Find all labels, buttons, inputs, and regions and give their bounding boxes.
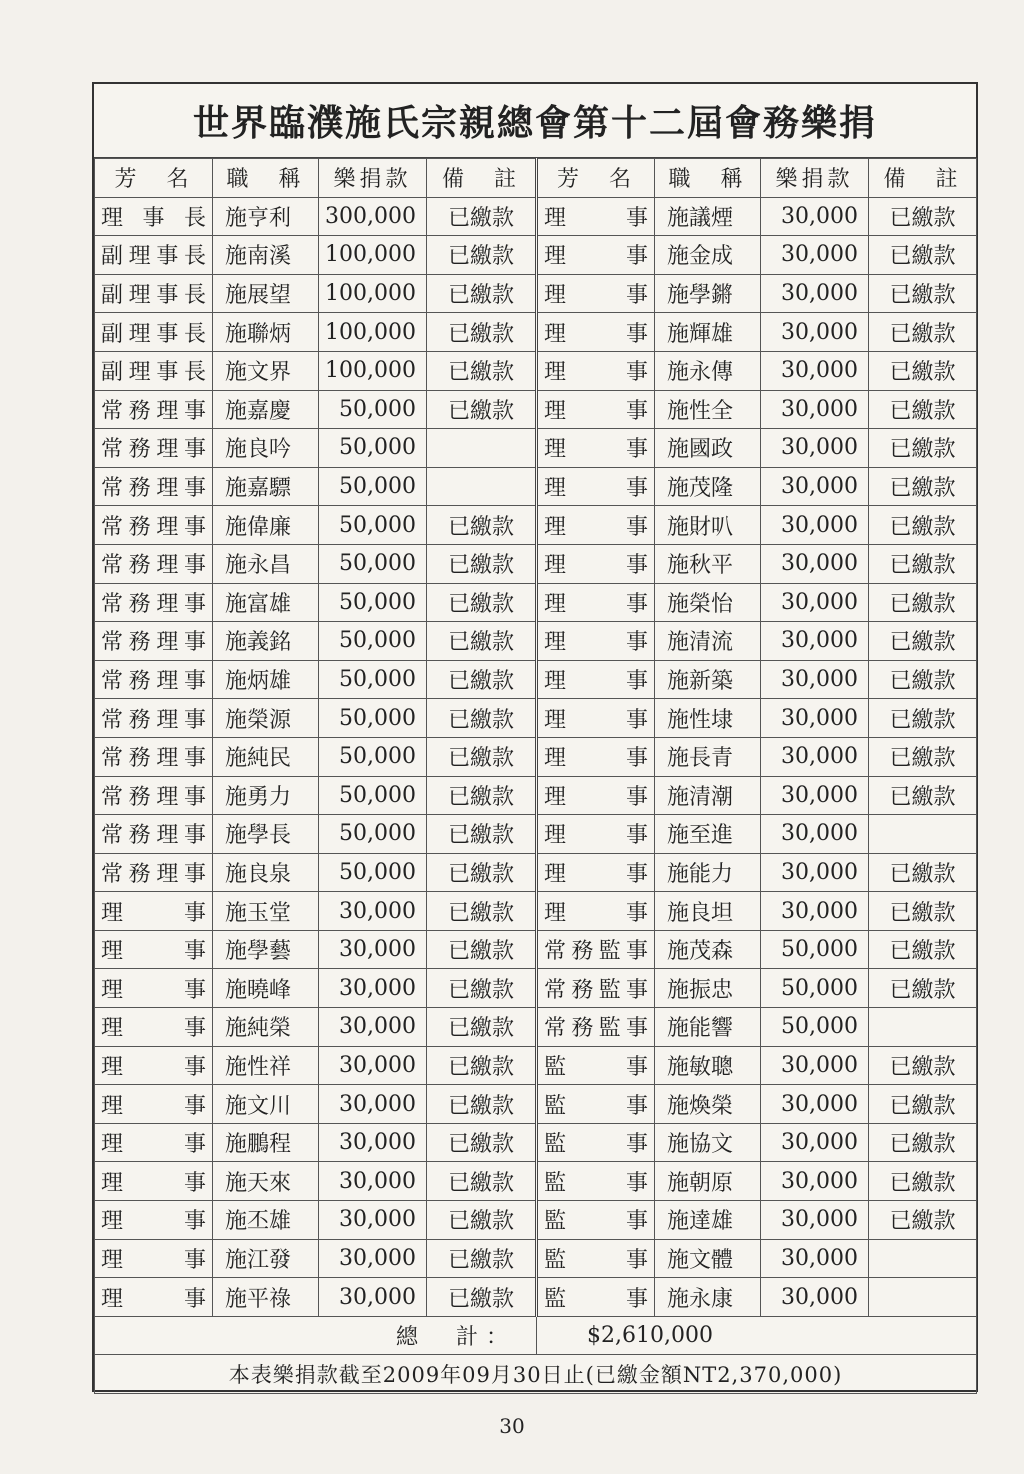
person-title-cell: 監事 — [537, 1123, 655, 1162]
person-name-cell: 施清潮 — [655, 776, 761, 815]
person-title-cell: 理事 — [537, 776, 655, 815]
amount-cell: 30,000 — [319, 1201, 427, 1240]
amount-cell: 100,000 — [319, 274, 427, 313]
person-name-cell: 施玉堂 — [213, 892, 319, 931]
person-title-cell: 監事 — [537, 1046, 655, 1085]
amount-cell: 30,000 — [761, 544, 869, 583]
donation-rows — [95, 197, 977, 1316]
person-name-cell: 施敏聰 — [655, 1046, 761, 1085]
note-cell: 已繳款 — [427, 1201, 537, 1240]
amount-cell: 30,000 — [319, 1085, 427, 1124]
table-row — [95, 429, 977, 468]
amount-cell: 50,000 — [319, 390, 427, 429]
note-cell: 已繳款 — [427, 699, 537, 738]
person-name-cell: 施新築 — [655, 660, 761, 699]
person-title-cell: 理事 — [537, 313, 655, 352]
person-name-cell: 施清流 — [655, 622, 761, 661]
amount-cell: 30,000 — [319, 1046, 427, 1085]
note-cell: 已繳款 — [869, 1046, 977, 1085]
person-title-cell: 理事 — [95, 1046, 213, 1085]
person-title-cell: 常務理事 — [95, 776, 213, 815]
amount-cell: 50,000 — [761, 969, 869, 1008]
person-name-cell: 施榮怡 — [655, 583, 761, 622]
note-cell: 已繳款 — [427, 1085, 537, 1124]
person-name-cell: 施性埭 — [655, 699, 761, 738]
amount-cell: 30,000 — [761, 1201, 869, 1240]
table-row — [95, 969, 977, 1008]
person-name-cell: 施文體 — [655, 1239, 761, 1278]
note-cell: 已繳款 — [427, 390, 537, 429]
person-name-cell: 施輝雄 — [655, 313, 761, 352]
note-cell: 已繳款 — [427, 737, 537, 776]
amount-cell: 50,000 — [319, 815, 427, 854]
amount-cell: 30,000 — [761, 236, 869, 275]
person-title-cell: 監事 — [537, 1239, 655, 1278]
person-name-cell: 施茂森 — [655, 930, 761, 969]
footer-row — [95, 1355, 977, 1394]
person-name-cell: 施丕雄 — [213, 1201, 319, 1240]
person-title-cell: 理事 — [537, 390, 655, 429]
person-name-cell: 施文川 — [213, 1085, 319, 1124]
person-name-cell: 施學藝 — [213, 930, 319, 969]
note-cell: 已繳款 — [427, 351, 537, 390]
amount-cell: 100,000 — [319, 236, 427, 275]
note-cell: 已繳款 — [427, 622, 537, 661]
person-title-cell: 常務理事 — [95, 583, 213, 622]
amount-cell: 30,000 — [319, 1239, 427, 1278]
amount-cell: 50,000 — [319, 699, 427, 738]
note-cell: 已繳款 — [869, 699, 977, 738]
note-cell: 已繳款 — [427, 1239, 537, 1278]
person-name-cell: 施學長 — [213, 815, 319, 854]
header-name: 芳 名 — [537, 159, 655, 198]
person-title-cell: 常務理事 — [95, 622, 213, 661]
person-name-cell: 施金成 — [655, 236, 761, 275]
person-name-cell: 施純榮 — [213, 1008, 319, 1047]
header-note: 備 註 — [869, 159, 977, 198]
table-row — [95, 1046, 977, 1085]
amount-cell: 30,000 — [761, 313, 869, 352]
amount-cell: 30,000 — [761, 1085, 869, 1124]
note-cell: 已繳款 — [427, 776, 537, 815]
table-row — [95, 1085, 977, 1124]
note-cell: 已繳款 — [427, 1278, 537, 1317]
note-cell: 已繳款 — [427, 1162, 537, 1201]
person-name-cell: 施永傳 — [655, 351, 761, 390]
table-row — [95, 351, 977, 390]
person-name-cell: 施義銘 — [213, 622, 319, 661]
note-cell — [869, 1008, 977, 1047]
person-title-cell: 監事 — [537, 1085, 655, 1124]
person-name-cell: 施能響 — [655, 1008, 761, 1047]
table-row — [95, 622, 977, 661]
donation-sheet — [92, 82, 978, 1392]
person-title-cell: 理事 — [537, 699, 655, 738]
person-name-cell: 施永康 — [655, 1278, 761, 1317]
amount-cell: 300,000 — [319, 197, 427, 236]
amount-cell: 30,000 — [319, 1123, 427, 1162]
person-title-cell: 理事 — [95, 1278, 213, 1317]
amount-cell: 30,000 — [761, 467, 869, 506]
total-label: 總 計： — [95, 1316, 537, 1355]
note-cell — [427, 467, 537, 506]
person-title-cell: 常務理事 — [95, 737, 213, 776]
note-cell: 已繳款 — [869, 737, 977, 776]
person-title-cell: 理事 — [537, 737, 655, 776]
person-name-cell: 施長青 — [655, 737, 761, 776]
amount-cell: 30,000 — [761, 1278, 869, 1317]
person-title-cell: 理事 — [537, 815, 655, 854]
person-name-cell: 施國政 — [655, 429, 761, 468]
table-row — [95, 236, 977, 275]
amount-cell: 30,000 — [761, 622, 869, 661]
amount-cell: 50,000 — [319, 544, 427, 583]
person-name-cell: 施炳雄 — [213, 660, 319, 699]
person-title-cell: 常務理事 — [95, 506, 213, 545]
note-cell: 已繳款 — [427, 969, 537, 1008]
note-cell: 已繳款 — [427, 544, 537, 583]
amount-cell: 50,000 — [319, 583, 427, 622]
person-title-cell: 理事 — [95, 930, 213, 969]
header-amount: 樂捐款 — [319, 159, 427, 198]
amount-cell: 50,000 — [319, 737, 427, 776]
person-title-cell: 常務理事 — [95, 660, 213, 699]
note-cell: 已繳款 — [427, 930, 537, 969]
person-title-cell: 常務理事 — [95, 544, 213, 583]
amount-cell: 30,000 — [319, 1278, 427, 1317]
amount-cell: 30,000 — [761, 390, 869, 429]
table-row — [95, 583, 977, 622]
table-row — [95, 699, 977, 738]
person-title-cell: 副理事長 — [95, 274, 213, 313]
person-name-cell: 施議煙 — [655, 197, 761, 236]
person-title-cell: 理事 — [537, 583, 655, 622]
header-note: 備 註 — [427, 159, 537, 198]
person-name-cell: 施學鏘 — [655, 274, 761, 313]
note-cell: 已繳款 — [427, 815, 537, 854]
person-name-cell: 施嘉慶 — [213, 390, 319, 429]
person-name-cell: 施至進 — [655, 815, 761, 854]
amount-cell: 50,000 — [319, 467, 427, 506]
person-title-cell: 理事 — [537, 622, 655, 661]
page-number: 30 — [499, 1414, 525, 1438]
note-cell: 已繳款 — [427, 1008, 537, 1047]
note-cell: 已繳款 — [869, 429, 977, 468]
note-cell — [869, 1278, 977, 1317]
note-cell: 已繳款 — [869, 622, 977, 661]
amount-cell: 30,000 — [761, 1239, 869, 1278]
amount-cell: 30,000 — [761, 351, 869, 390]
person-title-cell: 常務理事 — [95, 467, 213, 506]
person-name-cell: 施聯炳 — [213, 313, 319, 352]
table-row — [95, 506, 977, 545]
amount-cell: 100,000 — [319, 351, 427, 390]
table-row — [95, 776, 977, 815]
amount-cell: 50,000 — [761, 930, 869, 969]
amount-cell: 30,000 — [761, 699, 869, 738]
note-cell: 已繳款 — [869, 853, 977, 892]
person-title-cell: 常務理事 — [95, 699, 213, 738]
amount-cell: 30,000 — [761, 274, 869, 313]
amount-cell: 30,000 — [319, 969, 427, 1008]
amount-cell: 30,000 — [761, 1162, 869, 1201]
note-cell: 已繳款 — [427, 583, 537, 622]
note-cell: 已繳款 — [869, 197, 977, 236]
person-title-cell: 監事 — [537, 1162, 655, 1201]
person-title-cell: 理事 — [537, 544, 655, 583]
table-row — [95, 660, 977, 699]
person-name-cell: 施茂隆 — [655, 467, 761, 506]
person-name-cell: 施朝原 — [655, 1162, 761, 1201]
table-row — [95, 930, 977, 969]
person-title-cell: 常務監事 — [537, 1008, 655, 1047]
person-title-cell: 副理事長 — [95, 236, 213, 275]
note-cell: 已繳款 — [427, 506, 537, 545]
amount-cell: 30,000 — [761, 197, 869, 236]
amount-cell: 30,000 — [761, 776, 869, 815]
amount-cell: 50,000 — [319, 622, 427, 661]
table-row — [95, 853, 977, 892]
table-row — [95, 467, 977, 506]
person-name-cell: 施良泉 — [213, 853, 319, 892]
note-cell: 已繳款 — [869, 351, 977, 390]
person-title-cell: 監事 — [537, 1201, 655, 1240]
amount-cell: 30,000 — [761, 737, 869, 776]
person-name-cell: 施富雄 — [213, 583, 319, 622]
note-cell: 已繳款 — [869, 776, 977, 815]
amount-cell: 30,000 — [761, 583, 869, 622]
note-cell — [427, 429, 537, 468]
amount-cell: 30,000 — [761, 853, 869, 892]
person-name-cell: 施鵬程 — [213, 1123, 319, 1162]
table-row — [95, 1123, 977, 1162]
person-title-cell: 監事 — [537, 1278, 655, 1317]
person-title-cell: 理事 — [537, 351, 655, 390]
header-title: 職 稱 — [213, 159, 319, 198]
person-title-cell: 常務理事 — [95, 815, 213, 854]
person-title-cell: 理事 — [537, 467, 655, 506]
person-name-cell: 施亨利 — [213, 197, 319, 236]
person-title-cell: 理事 — [95, 969, 213, 1008]
person-title-cell: 常務理事 — [95, 853, 213, 892]
amount-cell: 50,000 — [319, 660, 427, 699]
person-name-cell: 施文界 — [213, 351, 319, 390]
person-name-cell: 施南溪 — [213, 236, 319, 275]
amount-cell: 30,000 — [761, 815, 869, 854]
person-title-cell: 理事 — [537, 892, 655, 931]
note-cell: 已繳款 — [869, 274, 977, 313]
note-cell: 已繳款 — [869, 467, 977, 506]
amount-cell: 30,000 — [761, 892, 869, 931]
amount-cell: 30,000 — [761, 660, 869, 699]
person-name-cell: 施純民 — [213, 737, 319, 776]
person-name-cell: 施振忠 — [655, 969, 761, 1008]
person-title-cell: 理事 — [537, 274, 655, 313]
amount-cell: 50,000 — [319, 853, 427, 892]
note-cell: 已繳款 — [427, 236, 537, 275]
amount-cell: 30,000 — [761, 429, 869, 468]
amount-cell: 30,000 — [319, 930, 427, 969]
table-row — [95, 892, 977, 931]
person-name-cell: 施性全 — [655, 390, 761, 429]
person-title-cell: 理事 — [95, 1162, 213, 1201]
note-cell: 已繳款 — [869, 1123, 977, 1162]
note-cell: 已繳款 — [869, 544, 977, 583]
person-title-cell: 理事 — [95, 1008, 213, 1047]
person-title-cell: 理事 — [537, 660, 655, 699]
note-cell: 已繳款 — [427, 1123, 537, 1162]
person-title-cell: 理事 — [95, 1239, 213, 1278]
note-cell: 已繳款 — [427, 892, 537, 931]
person-name-cell: 施嘉驃 — [213, 467, 319, 506]
note-cell: 已繳款 — [869, 583, 977, 622]
note-cell: 已繳款 — [427, 1046, 537, 1085]
person-name-cell: 施煥榮 — [655, 1085, 761, 1124]
note-cell — [869, 815, 977, 854]
person-name-cell: 施展望 — [213, 274, 319, 313]
note-cell: 已繳款 — [869, 1162, 977, 1201]
note-cell: 已繳款 — [427, 274, 537, 313]
person-title-cell: 理事 — [537, 506, 655, 545]
note-cell: 已繳款 — [427, 853, 537, 892]
amount-cell: 50,000 — [319, 776, 427, 815]
person-name-cell: 施秋平 — [655, 544, 761, 583]
header-title: 職 稱 — [655, 159, 761, 198]
table-row — [95, 815, 977, 854]
note-cell: 已繳款 — [869, 892, 977, 931]
person-title-cell: 常務理事 — [95, 429, 213, 468]
person-name-cell: 施勇力 — [213, 776, 319, 815]
table-row — [95, 313, 977, 352]
person-title-cell: 副理事長 — [95, 351, 213, 390]
person-title-cell: 理事 — [95, 1085, 213, 1124]
total-row — [95, 1316, 977, 1355]
table-row — [95, 1162, 977, 1201]
person-title-cell: 理事長 — [95, 197, 213, 236]
amount-cell: 30,000 — [319, 1162, 427, 1201]
person-name-cell: 施性祥 — [213, 1046, 319, 1085]
note-cell: 已繳款 — [427, 313, 537, 352]
amount-cell: 50,000 — [319, 506, 427, 545]
person-title-cell: 理事 — [95, 1123, 213, 1162]
note-cell — [869, 1239, 977, 1278]
note-cell: 已繳款 — [869, 1085, 977, 1124]
person-name-cell: 施永昌 — [213, 544, 319, 583]
table-row — [95, 1239, 977, 1278]
person-name-cell: 施偉廉 — [213, 506, 319, 545]
amount-cell: 30,000 — [319, 892, 427, 931]
note-cell: 已繳款 — [869, 506, 977, 545]
header-amount: 樂捐款 — [761, 159, 869, 198]
table-row — [95, 390, 977, 429]
amount-cell: 50,000 — [761, 1008, 869, 1047]
person-title-cell: 副理事長 — [95, 313, 213, 352]
person-title-cell: 常務理事 — [95, 390, 213, 429]
person-name-cell: 施達雄 — [655, 1201, 761, 1240]
person-name-cell: 施榮源 — [213, 699, 319, 738]
amount-cell: 100,000 — [319, 313, 427, 352]
amount-cell: 30,000 — [761, 1046, 869, 1085]
table-row — [95, 1278, 977, 1317]
person-name-cell: 施能力 — [655, 853, 761, 892]
person-name-cell: 施平祿 — [213, 1278, 319, 1317]
person-title-cell: 理事 — [537, 429, 655, 468]
note-cell: 已繳款 — [427, 197, 537, 236]
table-row — [95, 544, 977, 583]
person-name-cell: 施良吟 — [213, 429, 319, 468]
person-name-cell: 施財叭 — [655, 506, 761, 545]
person-title-cell: 常務監事 — [537, 930, 655, 969]
person-title-cell: 理事 — [537, 236, 655, 275]
table-row — [95, 274, 977, 313]
total-value: $2,610,000 — [537, 1316, 977, 1355]
amount-cell: 30,000 — [761, 1123, 869, 1162]
person-name-cell: 施天來 — [213, 1162, 319, 1201]
person-name-cell: 施良坦 — [655, 892, 761, 931]
table-row — [95, 1008, 977, 1047]
note-cell: 已繳款 — [427, 660, 537, 699]
person-title-cell: 理事 — [537, 197, 655, 236]
footer-note: 本表樂捐款截至2009年09月30日止(已繳金額NT2,370,000) — [95, 1355, 977, 1394]
note-cell: 已繳款 — [869, 313, 977, 352]
amount-cell: 30,000 — [761, 506, 869, 545]
header-row — [95, 159, 977, 198]
note-cell: 已繳款 — [869, 969, 977, 1008]
donation-table — [94, 158, 977, 1394]
page-title: 世界臨濮施氏宗親總會第十二屆會務樂捐 — [94, 84, 976, 158]
note-cell: 已繳款 — [869, 660, 977, 699]
table-row — [95, 737, 977, 776]
person-title-cell: 常務監事 — [537, 969, 655, 1008]
amount-cell: 50,000 — [319, 429, 427, 468]
person-name-cell: 施協文 — [655, 1123, 761, 1162]
header-name: 芳 名 — [95, 159, 213, 198]
person-title-cell: 理事 — [95, 892, 213, 931]
person-title-cell: 理事 — [537, 853, 655, 892]
table-row — [95, 1201, 977, 1240]
note-cell: 已繳款 — [869, 390, 977, 429]
person-title-cell: 理事 — [95, 1201, 213, 1240]
person-name-cell: 施曉峰 — [213, 969, 319, 1008]
note-cell: 已繳款 — [869, 236, 977, 275]
amount-cell: 30,000 — [319, 1008, 427, 1047]
table-row — [95, 197, 977, 236]
note-cell: 已繳款 — [869, 1201, 977, 1240]
person-name-cell: 施江發 — [213, 1239, 319, 1278]
note-cell: 已繳款 — [869, 930, 977, 969]
